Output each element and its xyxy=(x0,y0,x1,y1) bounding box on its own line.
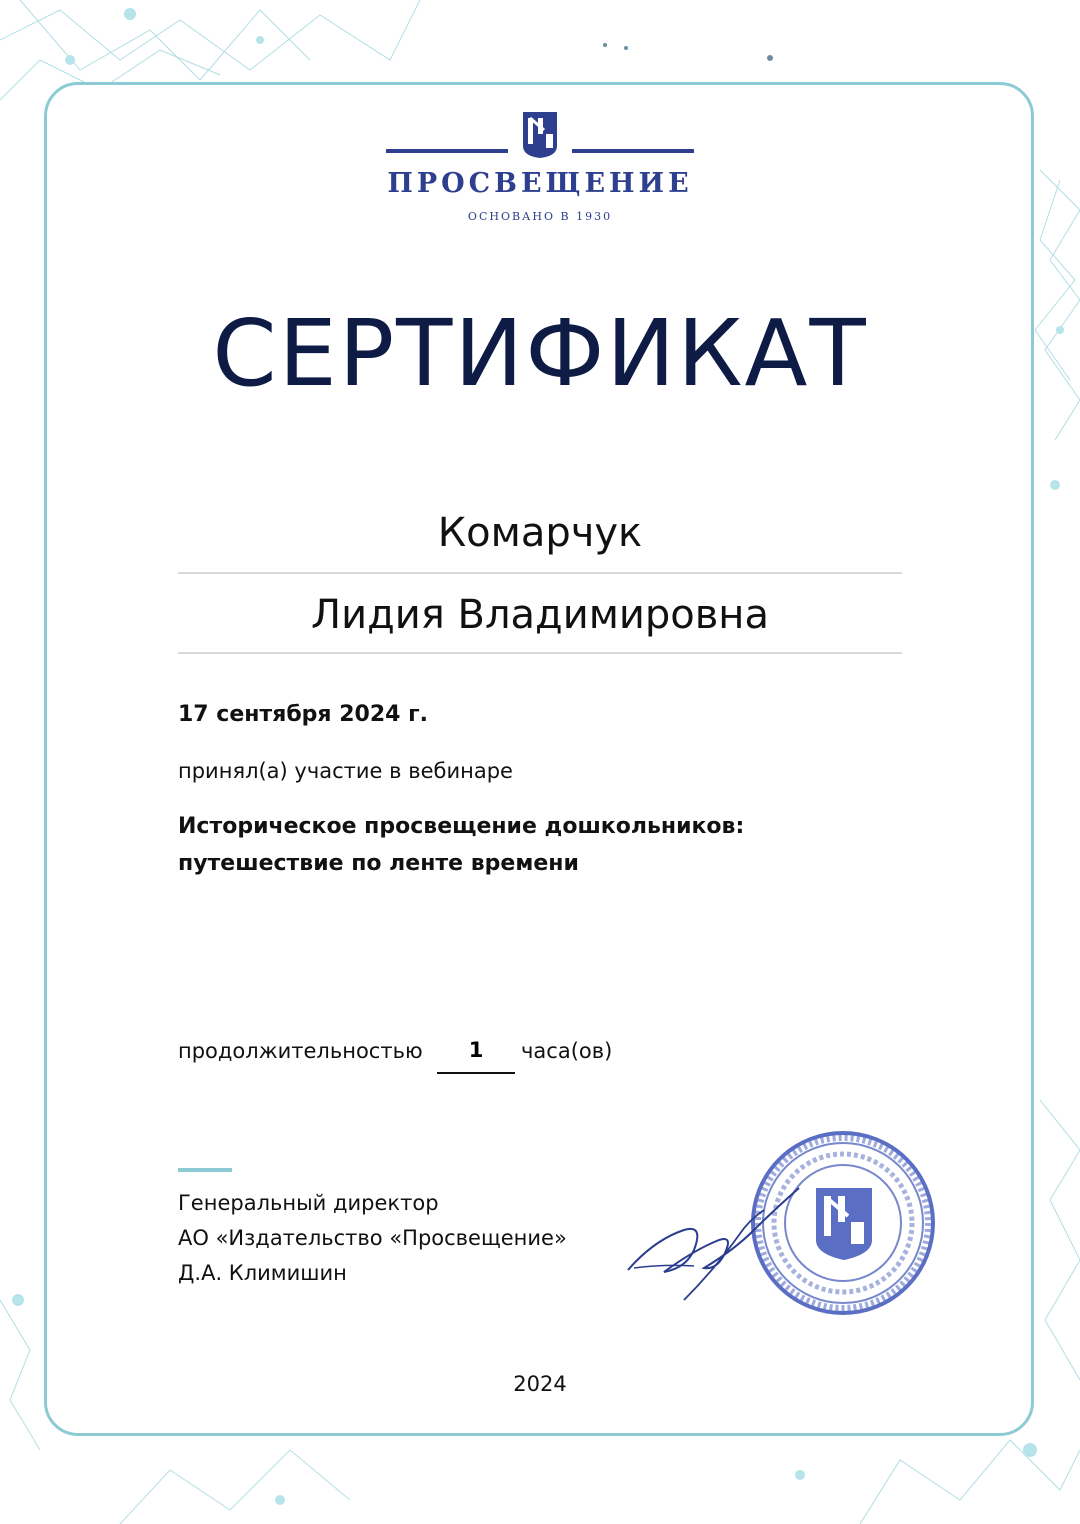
certificate-title: СЕРТИФИКАТ xyxy=(212,300,868,407)
signatory-company: АО «Издательство «Просвещение» xyxy=(178,1226,567,1250)
recipient-given-names: Лидия Владимировна xyxy=(311,592,769,638)
recipient-surname: Комарчук xyxy=(437,510,643,556)
duration-underline xyxy=(437,1072,515,1074)
given-names-underline xyxy=(178,652,902,654)
signatory-name: Д.А. Климишин xyxy=(178,1261,347,1285)
participation-text: принял(а) участие в вебинаре xyxy=(178,759,513,783)
webinar-title-line-2: путешествие по ленте времени xyxy=(178,851,579,876)
duration-suffix: часа(ов) xyxy=(521,1039,613,1063)
duration-prefix: продолжительностью xyxy=(178,1039,423,1063)
webinar-title xyxy=(178,808,878,882)
publisher-logo xyxy=(384,106,696,234)
signatory-position: Генеральный директор xyxy=(178,1191,439,1215)
logo-founded-text: ОСНОВАНО В 1930 xyxy=(467,210,613,223)
event-date: 17 сентября 2024 г. xyxy=(178,702,428,727)
logo-wordmark: ПРОСВЕЩЕНИЕ xyxy=(387,168,693,199)
duration-value: 1 xyxy=(468,1038,484,1062)
signature xyxy=(624,1180,804,1305)
signatory-accent-bar xyxy=(178,1168,232,1172)
certificate-year: 2024 xyxy=(513,1372,567,1396)
logo-emblem-icon xyxy=(384,106,696,166)
webinar-title-line-1: Историческое просвещение дошкольников: xyxy=(178,814,745,839)
surname-underline xyxy=(178,572,902,574)
